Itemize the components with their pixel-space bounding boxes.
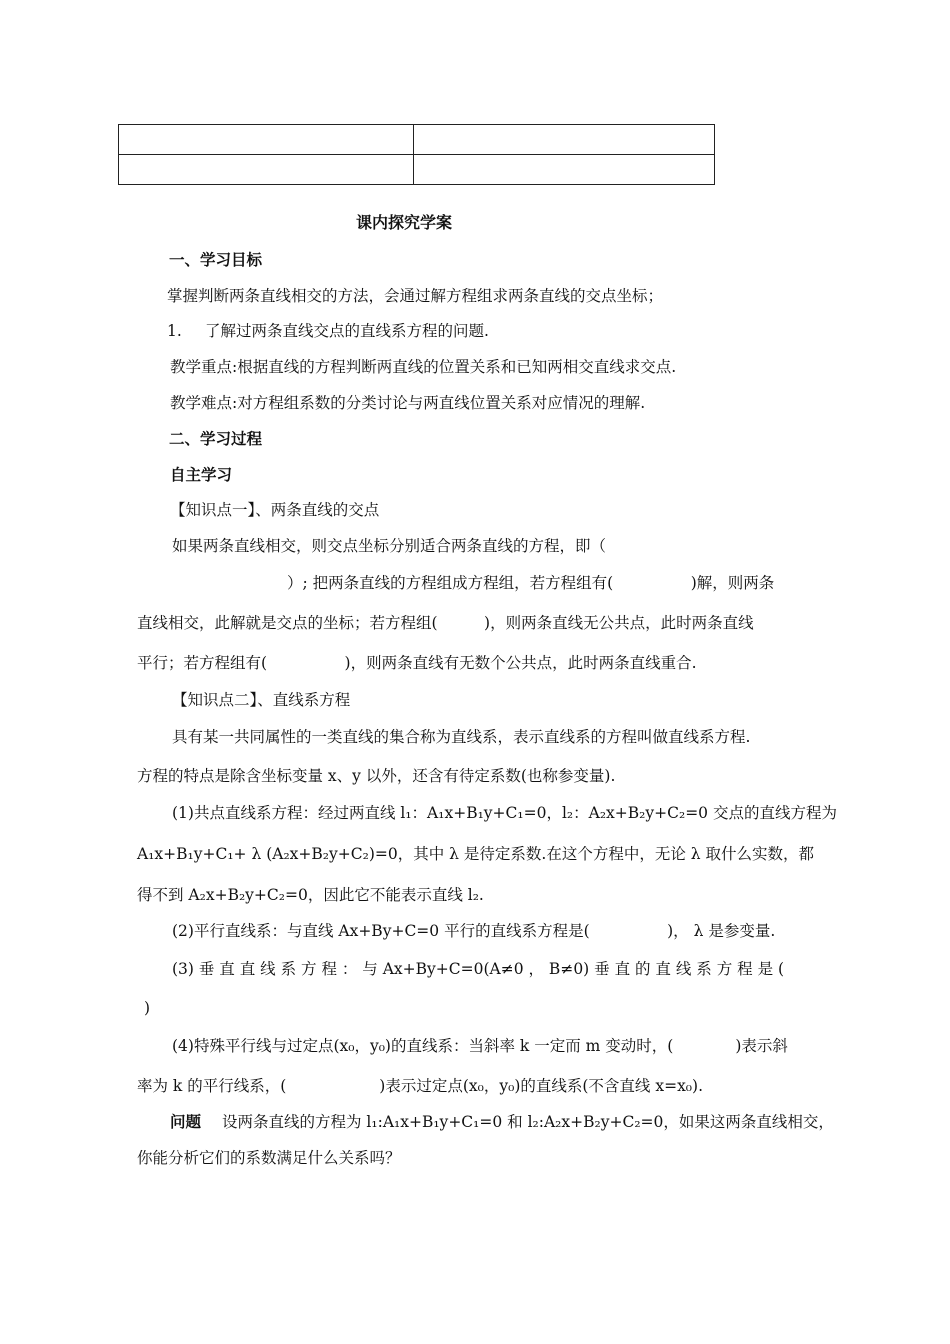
table-cell [414,125,715,155]
knowledge-point-1-title: 【知识点一】、两条直线的交点 [170,501,380,519]
paragraph-line: (4)特殊平行线与过定点(x₀，y₀)的直线系：当斜率 k 一定而 m 变动时，( )表示斜 [172,1037,788,1055]
paragraph-line: 直线相交，此解就是交点的坐标；若方程组( )，则两条直线无公共点，此时两条直线 [137,614,754,632]
difficulty-text: 教学难点:对方程组系数的分类讨论与两直线位置关系对应情况的理解. [170,394,646,412]
table-row [119,155,715,185]
table-row [119,125,715,155]
paragraph-line: 得不到 A₂x+B₂y+C₂=0，因此它不能表示直线 l₂. [137,886,484,904]
question-text: 你能分析它们的系数满足什么关系吗？ [137,1149,401,1167]
question-label: 问题 [170,1113,202,1131]
page-title: 课内探究学案 [356,213,453,232]
paragraph-line: 具有某一共同属性的一类直线的集合称为直线系，表示直线系的方程叫做直线系方程. [172,728,751,746]
knowledge-point-2-title: 【知识点二】、直线系方程 [172,691,351,709]
table-cell [119,125,414,155]
goal-text: 掌握判断两条直线相交的方法，会通过解方程组求两条直线的交点坐标； [167,287,664,305]
question-text: 设两条直线的方程为 l₁:A₁x+B₁y+C₁=0 和 l₂:A₂x+B₂y+C₂=0，如果这两条直线相交， [222,1113,834,1131]
table-cell [414,155,715,185]
table-cell [119,155,414,185]
paragraph-line: ）; 把两条直线的方程组成方程组，若方程组有( )解，则两条 [287,574,775,592]
section-heading-goals: 一、学习目标 [169,251,263,269]
paragraph-line: (1)共点直线系方程：经过两直线 l₁：A₁x+B₁y+C₁=0，l₂：A₂x+B₂y+C₂=0 交点的直线方程为 [172,804,837,822]
paragraph-line: 平行；若方程组有( )，则两条直线有无数个公共点，此时两条直线重合. [137,654,697,672]
section-heading-process: 二、学习过程 [169,430,263,448]
key-point-text: 教学重点:根据直线的方程判断两直线的位置关系和已知两相交直线求交点. [170,358,677,376]
paragraph-line: (2)平行直线系：与直线 Ax+By+C=0 平行的直线系方程是( )， λ 是参变量. [172,922,776,940]
paragraph-line: (3) 垂 直 直 线 系 方 程 ： 与 Ax+By+C=0(A≠0 ， B≠0) 垂 直 的 直 线 系 方 程 是 ( [172,960,785,978]
goal-text: 了解过两条直线交点的直线系方程的问题. [205,322,489,340]
header-table [118,124,715,185]
paragraph-line: ) [144,999,151,1017]
paragraph-line: A₁x+B₁y+C₁+ λ (A₂x+B₂y+C₂)=0，其中 λ 是待定系数.在这个方程中，无论 λ 取什么实数，都 [137,845,815,863]
paragraph-line: 率为 k 的平行线系，( )表示过定点(x₀，y₀)的直线系(不含直线 x=x₀). [137,1077,703,1095]
goal-number: 1. [167,322,182,340]
paragraph-line: 如果两条直线相交，则交点坐标分别适合两条直线的方程，即（ [172,537,607,555]
paragraph-line: 方程的特点是除含坐标变量 x、y 以外，还含有待定系数(也称参变量). [137,767,616,785]
subheading-self-study: 自主学习 [170,466,233,484]
